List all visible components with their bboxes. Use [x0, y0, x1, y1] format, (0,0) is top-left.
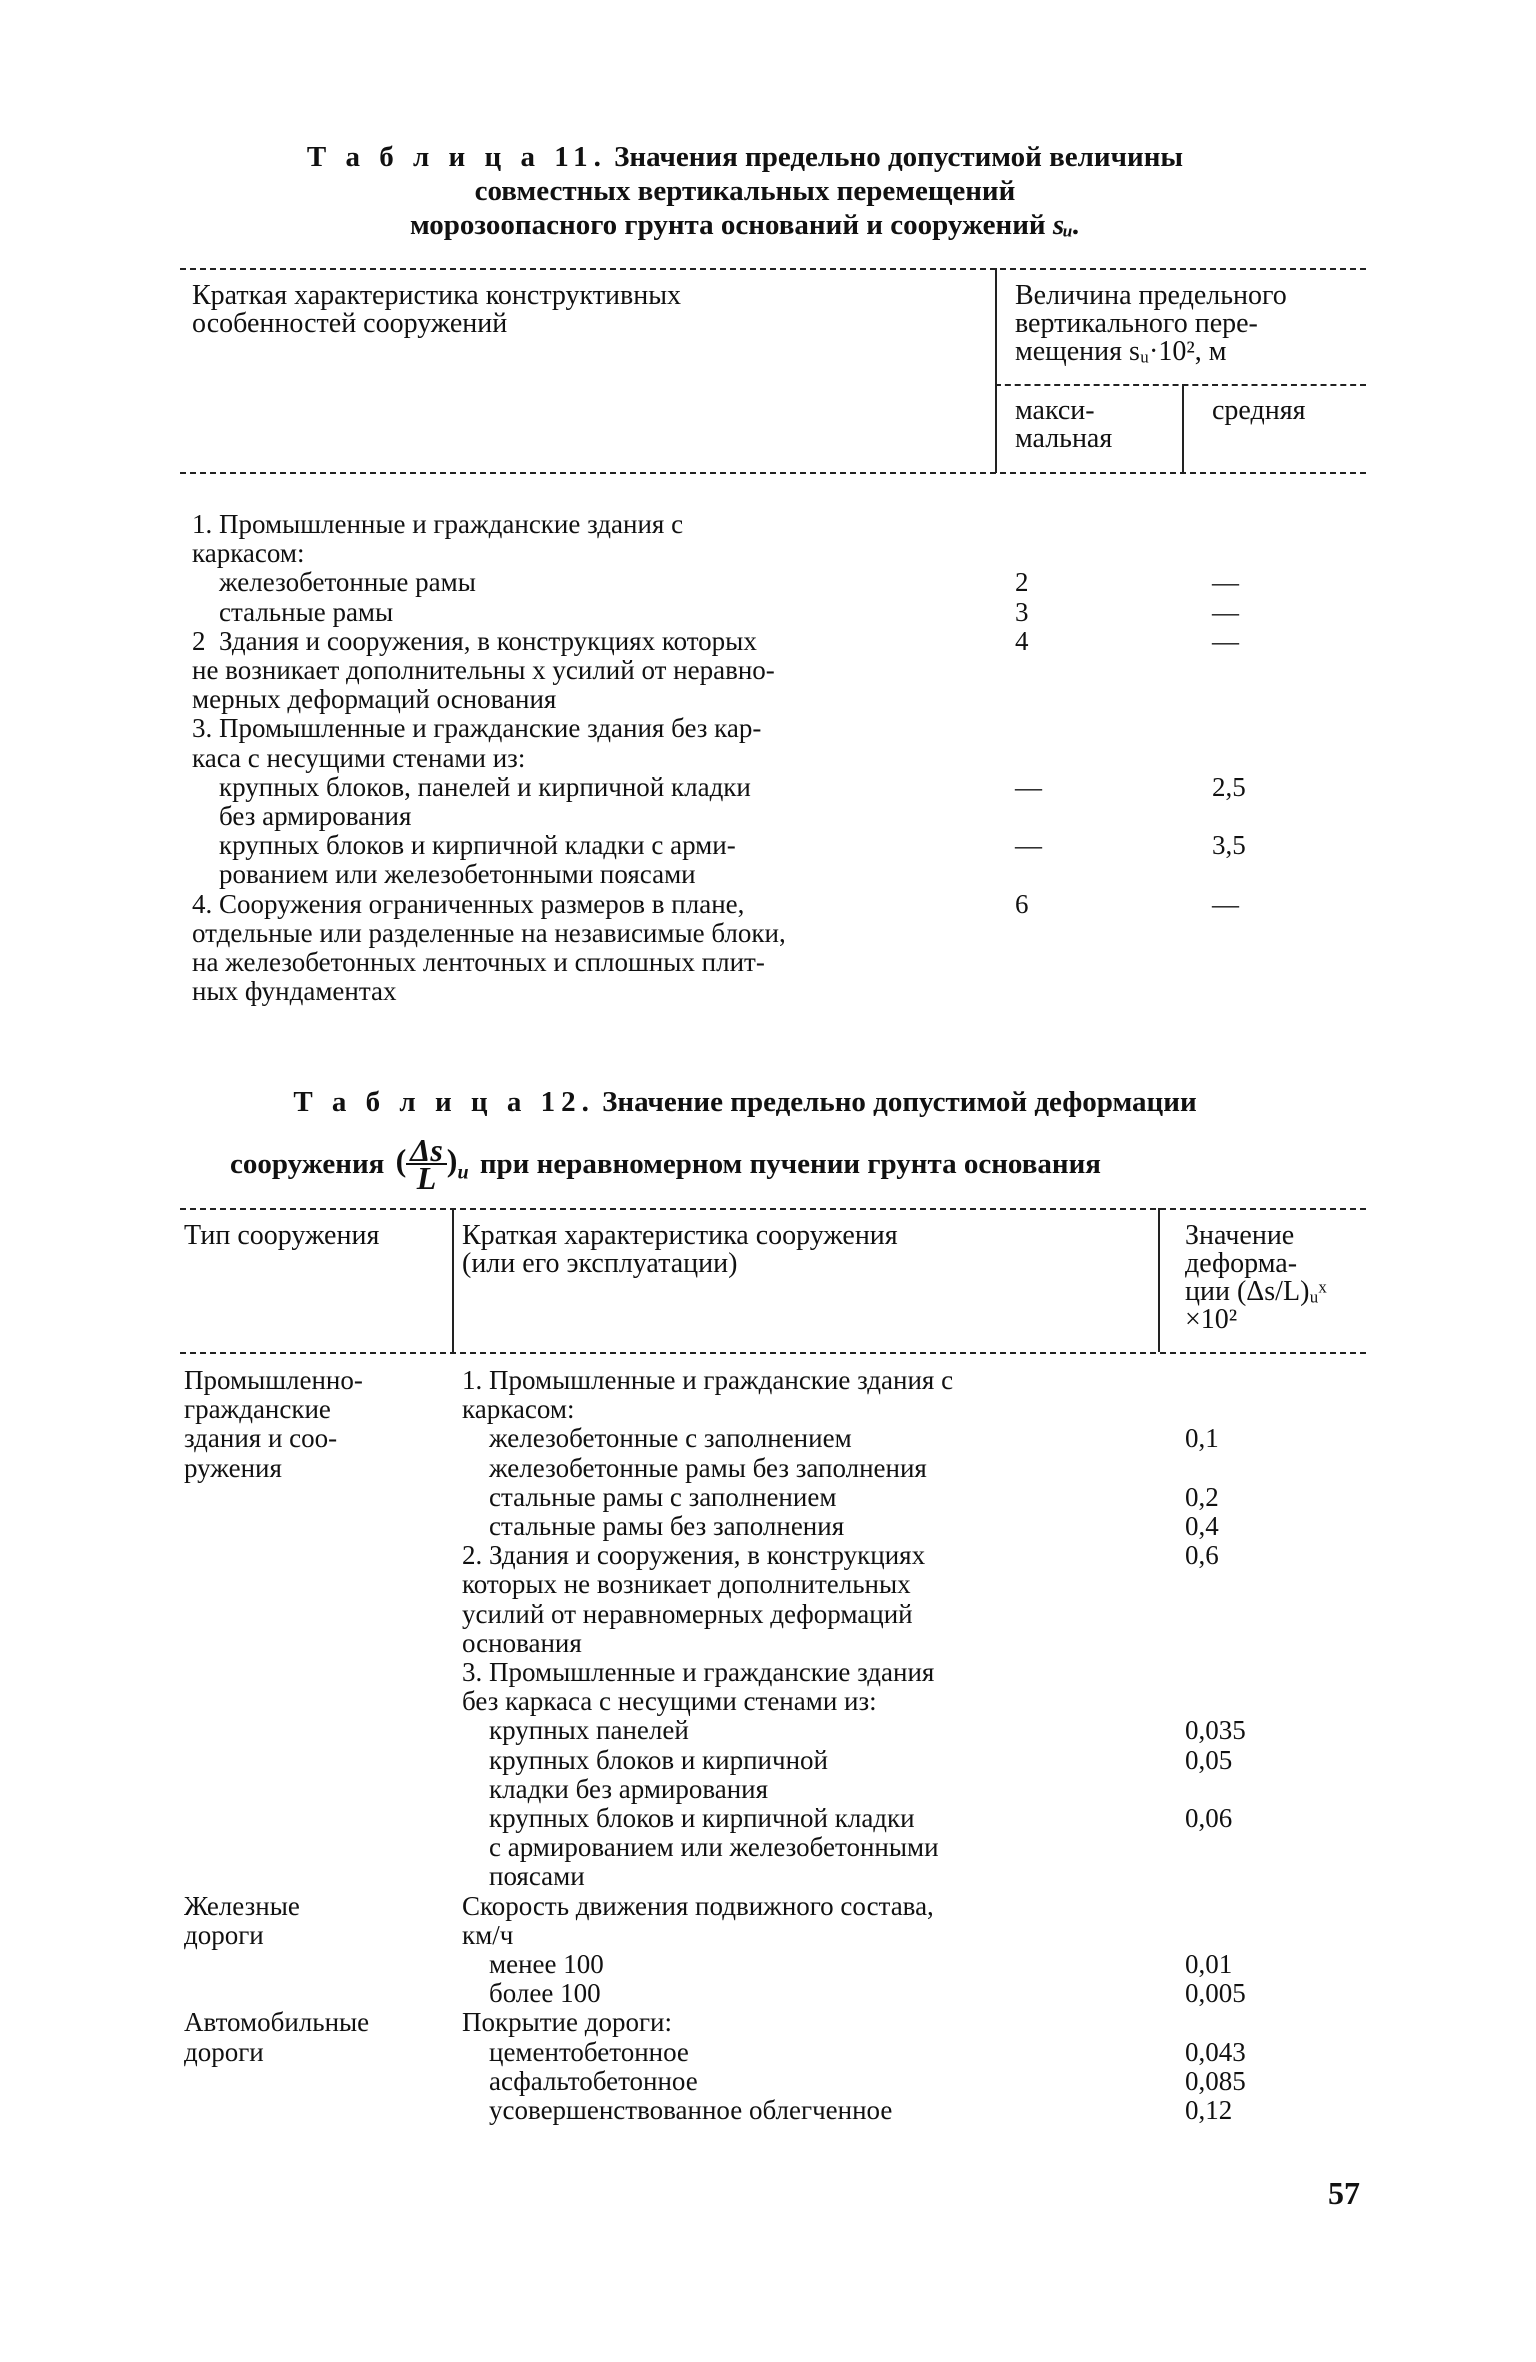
table12-row-value: 0,4 — [1185, 1511, 1219, 1541]
table11-row-text: крупных блоков и кирпичной кладки с арми- — [192, 830, 736, 861]
table11-row-text: стальные рамы — [192, 596, 394, 627]
table11-row-text: каркасом: — [192, 538, 305, 569]
table12-row-value: 0,043 — [1185, 2036, 1246, 2067]
table12-row-text: стальные рамы без заполнения — [462, 1511, 845, 1541]
table12-caption-line1: Т а б л и ц а 12. Значение предельно допустимой деформации — [293, 1086, 1197, 1118]
table11-row-text: железобетонные рамы — [192, 567, 476, 598]
table11-row-max: 6 — [1015, 888, 1029, 919]
table12-row-text: железобетонные с заполнением — [462, 1423, 852, 1454]
table11-row-text: 2 Здания и сооружения, в конструкциях которых — [192, 625, 757, 656]
table12-row-type: ружения — [184, 1452, 282, 1483]
table12-header-type: Тип сооружения — [184, 1220, 380, 1251]
table12-row-value: 0,01 — [1185, 1949, 1233, 1979]
table11-row-text: крупных блоков, панелей и кирпичной кладки — [192, 771, 751, 802]
table12-caption — [180, 1085, 1310, 1119]
table11-row-text: рованием или железобетонными поясами — [192, 859, 696, 890]
table11-row-avg: — — [1212, 567, 1239, 598]
table12-row-text: каркасом: — [462, 1394, 575, 1425]
table11-sub-rule — [995, 384, 1366, 386]
table12-row-value: 0,6 — [1185, 1540, 1219, 1571]
table12-header-bottom-rule — [180, 1352, 1366, 1354]
table12-row-type: Автомобильные — [184, 2007, 370, 2038]
table11-row-avg: — — [1212, 888, 1239, 919]
table12-row-text: крупных блоков и кирпичной кладки — [462, 1803, 915, 1833]
table11-caption-label: Т а б л и ц а 11. — [306, 141, 607, 173]
table12-row-value: 0,2 — [1185, 1481, 1219, 1512]
table12-top-rule — [180, 1208, 1366, 1210]
table12-row-type: гражданские — [184, 1394, 331, 1425]
table11-row-text: ных фундаментах — [192, 976, 397, 1007]
page-number: 57 — [1328, 2175, 1360, 2211]
table12-row-text: Покрытие дороги: — [462, 2007, 673, 2038]
table12-row-text: железобетонные рамы без заполнения — [462, 1452, 927, 1483]
table12-row-type: здания и соо- — [184, 1423, 338, 1454]
table12-row-text: стальные рамы с заполнением — [462, 1481, 837, 1512]
table11-caption — [180, 140, 1310, 242]
table11-top-rule — [180, 268, 1366, 270]
table11-header-bottom-rule — [180, 472, 1366, 474]
table11-row-max: — — [1015, 771, 1042, 802]
table12-row-value: 0,035 — [1185, 1715, 1246, 1746]
table12-row-text: крупных панелей — [462, 1715, 689, 1746]
table12-row-text: крупных блоков и кирпичной — [462, 1744, 828, 1775]
table11-row-text: без армирования — [192, 801, 412, 831]
table12-row-text: км/ч — [462, 1919, 514, 1950]
table11-row-text: на железобетонных ленточных и сплошных плит- — [192, 947, 765, 977]
table11-header-col1: Краткая характеристика конструктивных особенностей сооружений — [192, 280, 682, 339]
table11-row-max: 3 — [1015, 596, 1029, 627]
table12-row-text: 3. Промышленные и гражданские здания — [462, 1657, 935, 1687]
table12-row-text: более 100 — [462, 1978, 601, 2009]
table12-caption-label: Т а б л и ц а 12. — [293, 1086, 595, 1118]
table11-row-text: 3. Промышленные и гражданские здания без кар- — [192, 713, 762, 744]
su-symbol: sᵤ. — [1052, 209, 1081, 241]
table11-row-avg: — — [1212, 596, 1239, 627]
table12-row-value: 0,12 — [1185, 2095, 1233, 2125]
table12-row-type: дороги — [184, 1919, 264, 1950]
table12-row-text: кладки без армирования — [462, 1773, 769, 1804]
table12-row-value: 0,005 — [1185, 1978, 1246, 2009]
delta-s-over-l-fraction: ( $\frac{\Delta s}{L}$ )$_u$ — [395, 1131, 469, 1196]
table12-row-text: менее 100 — [462, 1949, 604, 1979]
table11-row-avg: 3,5 — [1212, 830, 1246, 861]
table12-row-type: Железные — [184, 1890, 300, 1921]
table12-row-text: 1. Промышленные и гражданские здания с — [462, 1365, 954, 1395]
table12-header-desc: Краткая характеристика сооружения (или его эксплуатации) — [462, 1220, 898, 1279]
table12-row-text: без каркаса с несущими стенами из: — [462, 1686, 877, 1717]
table12-col1-divider — [452, 1208, 454, 1352]
table12-row-value: 0,05 — [1185, 1744, 1233, 1775]
table12-row-text: основания — [462, 1627, 582, 1658]
table11-header-col2: Величина предельного вертикального пере- мещения sᵤ·10², м — [1015, 280, 1287, 367]
table11-row-text: мерных деформаций основания — [192, 684, 557, 715]
table11-caption-line3: морозоопасного грунта оснований и сооружений sᵤ. — [409, 209, 1081, 241]
table12-row-value: 0,1 — [1185, 1423, 1219, 1454]
table12-row-text: цементобетонное — [462, 2036, 689, 2067]
table11-caption-line1: Т а б л и ц а 11. Значения предельно допустимой величины — [306, 141, 1184, 173]
table12-row-text: Скорость движения подвижного состава, — [462, 1890, 934, 1921]
table12-row-text: с армированием или железобетонными — [462, 1832, 939, 1863]
table11-header-avg: средняя — [1212, 395, 1306, 426]
table12-row-value: 0,085 — [1185, 2065, 1246, 2096]
table11-row-max: 4 — [1015, 625, 1029, 656]
table11-sub-divider — [1182, 384, 1184, 473]
table12-row-text: усилий от неравномерных деформаций — [462, 1598, 913, 1629]
table11-row-avg: — — [1212, 625, 1239, 656]
table11-row-avg: 2,5 — [1212, 771, 1246, 802]
table11-col-divider — [995, 268, 997, 473]
table12-row-type: Промышленно- — [184, 1365, 363, 1395]
table12-row-text: 2. Здания и сооружения, в конструкциях — [462, 1540, 926, 1571]
table11-header-max: макси- мальная — [1015, 395, 1113, 454]
table12-header-value: Значение деформа- ции (Δs/L)ᵤˣ ×10² — [1185, 1220, 1327, 1335]
table11-row-text: каса с несущими стенами из: — [192, 742, 526, 773]
table12-row-text: поясами — [462, 1861, 585, 1892]
table11-row-text: 1. Промышленные и гражданские здания с — [192, 509, 684, 539]
table12-row-text: усовершенствованное облегченное — [462, 2095, 893, 2125]
table12-row-text: которых не возникает дополнительных — [462, 1569, 911, 1600]
table12-row-text: асфальтобетонное — [462, 2065, 698, 2096]
table11-row-max: — — [1015, 830, 1042, 861]
table11-row-max: 2 — [1015, 567, 1029, 598]
table11-row-text: отдельные или разделенные на независимые блоки, — [192, 917, 786, 948]
table12-col2-divider — [1158, 1208, 1160, 1352]
table11-row-text: не возникает дополнительны х усилий от неравно- — [192, 655, 775, 685]
table12-row-value: 0,06 — [1185, 1803, 1233, 1833]
table11-row-text: 4. Сооружения ограниченных размеров в плане, — [192, 888, 745, 919]
table12-caption-line2: сооружения ( $\frac{\Delta s}{L}$ )$_u$ при неравномерном пучении грунта основания — [230, 1130, 1101, 1202]
table12-row-type: дороги — [184, 2036, 264, 2067]
table11-caption-line2: совместных вертикальных перемещений — [474, 175, 1016, 207]
